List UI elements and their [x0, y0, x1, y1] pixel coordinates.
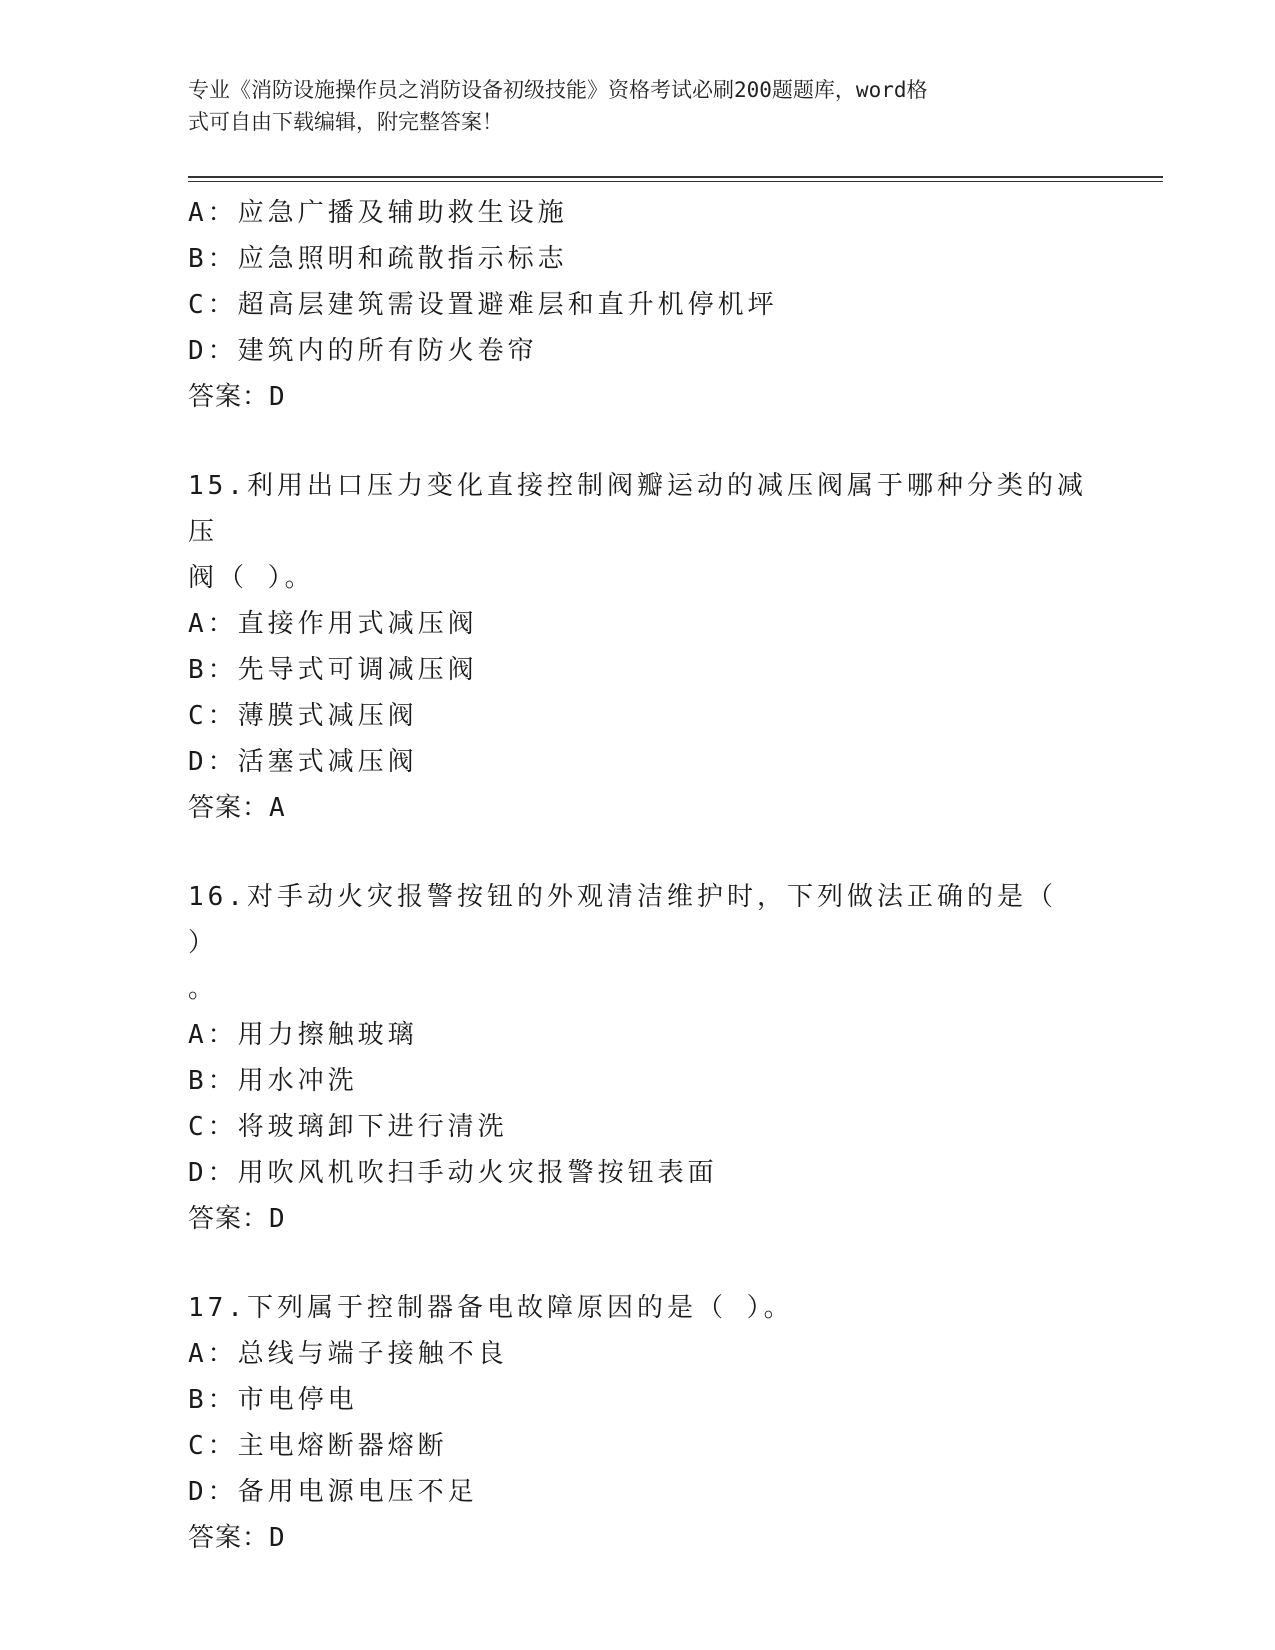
option-d: D：活塞式减压阀 — [188, 747, 418, 777]
option-c: C：超高层建筑需设置避难层和直升机停机坪 — [188, 290, 778, 320]
option-a: A：应急广播及辅助救生设施 — [188, 198, 568, 228]
header-divider — [188, 176, 1163, 182]
answer-line — [188, 1515, 1088, 1561]
answer-value: D — [269, 382, 286, 412]
option-c: C：主电熔断器熔断 — [188, 1431, 448, 1461]
question-text-line-1: 15.利用出口压力变化直接控制阀瓣运动的减压阀属于哪种分类的减压 — [188, 471, 1087, 547]
option-d: D：备用电源电压不足 — [188, 1477, 478, 1507]
answer-label: 答案： — [188, 793, 270, 823]
question-17 — [188, 1285, 1088, 1561]
option-d: D：建筑内的所有防火卷帘 — [188, 336, 538, 366]
option-a: A：直接作用式减压阀 — [188, 609, 478, 639]
option-a: A：总线与端子接触不良 — [188, 1339, 508, 1369]
answer-line — [188, 785, 1088, 831]
question-16 — [188, 874, 1088, 1242]
question-text-line-1: 16.对手动火灾报警按钮的外观清洁维护时，下列做法正确的是（ ） — [188, 882, 1057, 958]
question-text-line-2: 阀（ ）。 — [188, 563, 315, 593]
question-text-line-1: 17.下列属于控制器备电故障原因的是（ ）。 — [188, 1293, 794, 1323]
option-b: B：应急照明和疏散指示标志 — [188, 244, 568, 274]
answer-label: 答案： — [188, 1523, 270, 1553]
header-line-2: 式可自由下载编辑，附完整答案！ — [188, 110, 503, 134]
question-text-line-2: 。 — [188, 974, 219, 1004]
document-header — [188, 74, 1068, 138]
question-list — [188, 190, 1088, 1604]
answer-value: A — [269, 793, 286, 823]
header-line-1: 专业《消防设施操作员之消防设备初级技能》资格考试必刷200题题库，word格 — [188, 78, 928, 102]
answer-label: 答案： — [188, 1204, 270, 1234]
answer-label: 答案： — [188, 382, 270, 412]
option-c: C：将玻璃卸下进行清洗 — [188, 1112, 508, 1142]
answer-line — [188, 1196, 1088, 1242]
answer-line — [188, 374, 1088, 420]
option-d: D：用吹风机吹扫手动火灾报警按钮表面 — [188, 1158, 718, 1188]
question-14 — [188, 190, 1088, 420]
option-a: A：用力擦触玻璃 — [188, 1020, 418, 1050]
option-c: C：薄膜式减压阀 — [188, 701, 418, 731]
answer-value: D — [269, 1523, 286, 1553]
option-b: B：市电停电 — [188, 1385, 358, 1415]
option-b: B：用水冲洗 — [188, 1066, 358, 1096]
answer-value: D — [269, 1204, 286, 1234]
option-b: B：先导式可调减压阀 — [188, 655, 478, 685]
question-15 — [188, 463, 1088, 831]
